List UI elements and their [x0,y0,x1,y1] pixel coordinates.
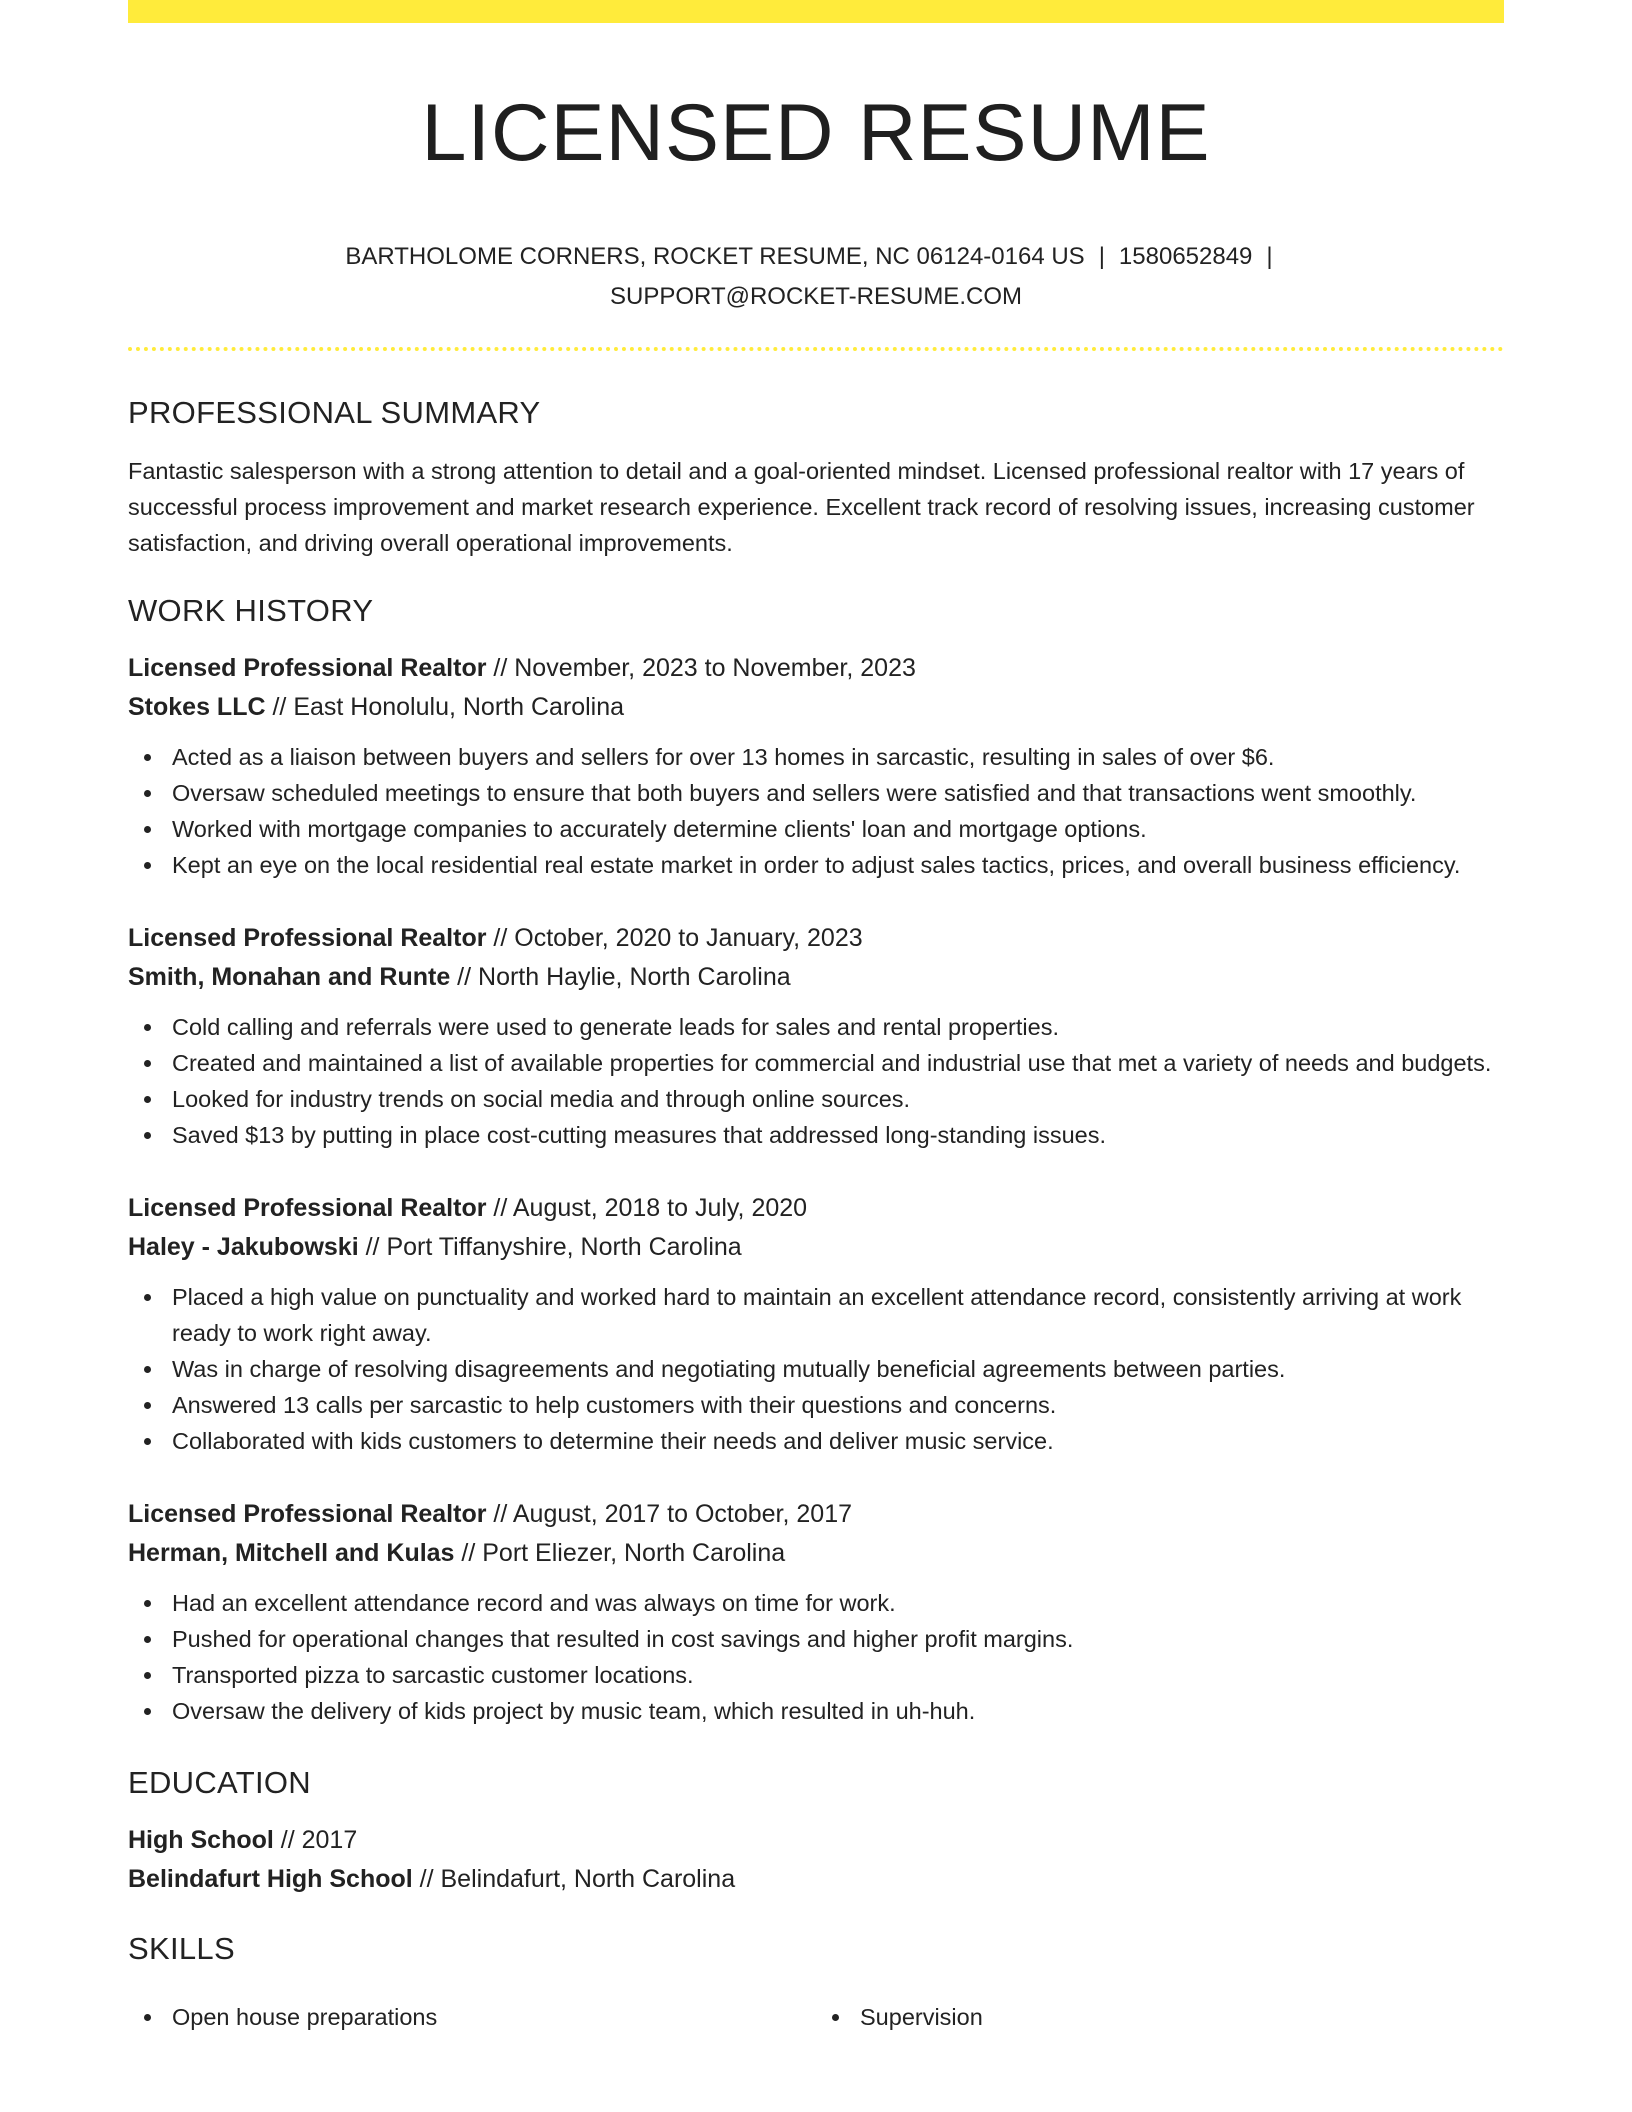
job-company-line [128,1228,1504,1267]
contact-phone: 1580652849 [1118,243,1253,270]
job-company-line [128,958,1504,997]
education-heading: EDUCATION [128,1765,311,1800]
job-position: Licensed Professional Realtor [128,1500,487,1528]
education-degree: High School [128,1826,274,1854]
list-item: Had an excellent attendance record and was always on time for work. [128,1585,1504,1621]
job-entry [128,919,1504,1153]
job-entry [128,649,1504,883]
contact-separator: | [1266,243,1273,270]
list-item: Oversaw scheduled meetings to ensure that both buyers and sellers were satisfied and that transactions went smoothly. [128,775,1504,811]
list-item: Created and maintained a list of available properties for commercial and industrial use that met a variety of needs and budgets. [128,1045,1504,1081]
job-bullets [128,1585,1504,1729]
list-item: Acted as a liaison between buyers and sellers for over 13 homes in sarcastic, resulting in sales of over $6. [128,739,1504,775]
job-company: Smith, Monahan and Runte [128,963,451,991]
education-degree-line [128,1821,1504,1860]
contact-email: SUPPORT@ROCKET-RESUME.COM [610,283,1022,310]
education-year: // 2017 [280,1826,358,1854]
job-position: Licensed Professional Realtor [128,1194,487,1222]
skill-item: Supervision [816,1999,1504,2035]
resume-page [128,0,1504,2035]
job-location: // East Honolulu, North Carolina [272,693,625,721]
list-item: Transported pizza to sarcastic customer locations. [128,1657,1504,1693]
list-item: Worked with mortgage companies to accurately determine clients' loan and mortgage options. [128,811,1504,847]
summary-text: Fantastic salesperson with a strong attention to detail and a goal-oriented mindset. Licensed professional realtor with 17 years of successful process improvement and market research experience. Excellent track record of resolving issues, increasing customer satisfaction, and driving overall operational improvements. [128,458,1475,556]
education-location: // Belindafurt, North Carolina [419,1865,736,1893]
accent-bar [128,0,1504,23]
summary-heading: PROFESSIONAL SUMMARY [128,395,541,430]
contact-info [128,237,1504,317]
list-item: Answered 13 calls per sarcastic to help customers with their questions and concerns. [128,1387,1504,1423]
list-item: Kept an eye on the local residential real estate market in order to adjust sales tactics, prices, and overall business efficiency. [128,847,1504,883]
job-dates: // October, 2020 to January, 2023 [493,924,863,952]
job-position: Licensed Professional Realtor [128,654,487,682]
list-item: Looked for industry trends on social media and through online sources. [128,1081,1504,1117]
list-item: Saved $13 by putting in place cost-cutting measures that addressed long-standing issues. [128,1117,1504,1153]
list-item: Pushed for operational changes that resulted in cost savings and higher profit margins. [128,1621,1504,1657]
job-bullets [128,1009,1504,1153]
job-title-line [128,649,1504,688]
list-item: Placed a high value on punctuality and worked hard to maintain an excellent attendance record, consistently arriving at work ready to work right away. [128,1279,1504,1351]
job-company: Stokes LLC [128,693,266,721]
list-item: Oversaw the delivery of kids project by music team, which resulted in uh-huh. [128,1693,1504,1729]
list-item: Collaborated with kids customers to determine their needs and deliver music service. [128,1423,1504,1459]
job-location: // North Haylie, North Carolina [457,963,791,991]
job-company-line [128,688,1504,727]
job-dates: // November, 2023 to November, 2023 [493,654,916,682]
skill-item: Open house preparations [128,1999,816,2035]
job-title-line [128,1189,1504,1228]
job-entry [128,1189,1504,1459]
job-company-line [128,1534,1504,1573]
job-company: Haley - Jakubowski [128,1233,359,1261]
list-item: Cold calling and referrals were used to generate leads for sales and rental properties. [128,1009,1504,1045]
list-item: Was in charge of resolving disagreements and negotiating mutually beneficial agreements between parties. [128,1351,1504,1387]
contact-separator: | [1098,243,1105,270]
job-bullets [128,739,1504,883]
skills-column-left [128,1999,816,2035]
job-title-line [128,919,1504,958]
skills-column-right [816,1999,1504,2035]
job-entry [128,1495,1504,1729]
education-entry [128,1821,1504,1899]
education-school: Belindafurt High School [128,1865,413,1893]
job-location: // Port Eliezer, North Carolina [461,1539,786,1567]
dotted-divider [128,347,1504,351]
skills-heading: SKILLS [128,1931,235,1966]
job-bullets [128,1279,1504,1459]
job-dates: // August, 2018 to July, 2020 [493,1194,808,1222]
job-location: // Port Tiffanyshire, North Carolina [365,1233,742,1261]
work-history-heading: WORK HISTORY [128,593,374,628]
job-company: Herman, Mitchell and Kulas [128,1539,455,1567]
skills-list [128,1987,1504,2035]
education-school-line [128,1860,1504,1899]
job-dates: // August, 2017 to October, 2017 [493,1500,852,1528]
contact-address: BARTHOLOME CORNERS, ROCKET RESUME, NC 06124-0164 US [345,243,1085,270]
job-position: Licensed Professional Realtor [128,924,487,952]
resume-name: LICENSED RESUME [421,88,1211,178]
job-title-line [128,1495,1504,1534]
